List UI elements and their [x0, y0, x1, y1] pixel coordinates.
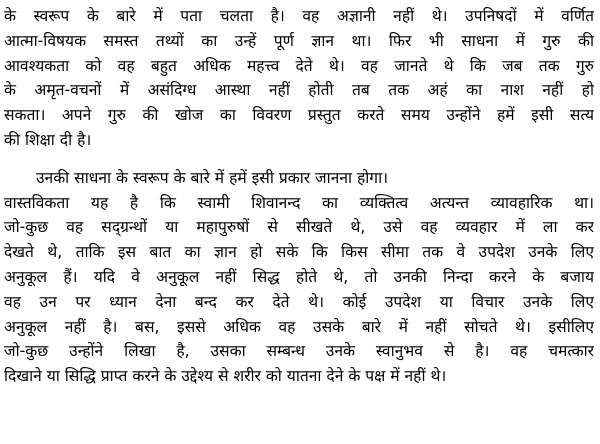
- paragraph-2-line-5: अनुकूल हैं। यदि वे अनुकूल नहीं सिद्ध होते थे, तो उनकी निन्दा करने के बजाय: [4, 267, 594, 286]
- paragraph-2-line-9: दिखाने या सिद्धि प्राप्त करने के उद्देश्य से शरीर को यातना देने के पक्ष में नहीं थे।: [4, 367, 447, 386]
- paragraph-2-line-4: देखते थे, ताकि इस बात का ज्ञान हो सके कि किस सीमा तक वे उपदेश उनके लिए: [4, 243, 594, 262]
- paragraph-1-line-1: के स्वरूप के बारे में पता चलता है। वह अज्ञानी नहीं थे। उपनिषदों में वर्णित: [4, 7, 594, 25]
- paragraph-2: [4, 166, 594, 389]
- paragraph-2-line-6: वह उन पर ध्यान देना बन्द कर देते थे। कोई उपदेश या विचार उनके लिए: [4, 292, 594, 311]
- paragraph-1-line-4: के अमृत-वचनों में असंदिग्ध आस्था नहीं होती तब तक अहं का नाश नहीं हो: [4, 81, 594, 100]
- paragraph-2-line-3: जो-कुछ वह सद्ग्रन्थों या महापुरुषों से सीखते थे, उसे वह व्यवहार में ला कर: [4, 218, 594, 237]
- paragraph-1-line-5: सकता। अपने गुरु की खोज का विवरण प्रस्तुत करते समय उन्होंने हमें इसी सत्य: [4, 106, 594, 125]
- paragraph-2-line-8: जो-कुछ उन्होंने लिखा है, उसका सम्बन्ध उनके स्वानुभव से है। वह चमत्कार: [4, 342, 594, 361]
- paragraph-1-line-3: आवश्यकता को वह बहुत अधिक महत्त्व देते थे। वह जानते थे कि जब तक गुरु: [4, 56, 594, 75]
- paragraph-2-line-7: अनुकूल नहीं है। बस, इससे अधिक वह उसके बारे में नहीं सोचते थे। इसीलिए: [4, 317, 594, 336]
- paragraph-2-line-1: उनकी साधना के स्वरूप के बारे में हमें इसी प्रकार जानना होगा।: [36, 168, 389, 187]
- paragraph-1-line-6: की शिक्षा दी है।: [4, 130, 92, 149]
- paragraph-1: [4, 4, 594, 153]
- paragraph-1-line-2: आत्मा-विषयक समस्त तथ्यों का उन्हें पूर्ण ज्ञान था। फिर भी साधना में गुरु की: [4, 31, 594, 50]
- paragraph-2-line-2: वास्तविकता यह है कि स्वामी शिवानन्द का व्यक्तित्व अत्यन्त व्यावहारिक था।: [4, 193, 594, 212]
